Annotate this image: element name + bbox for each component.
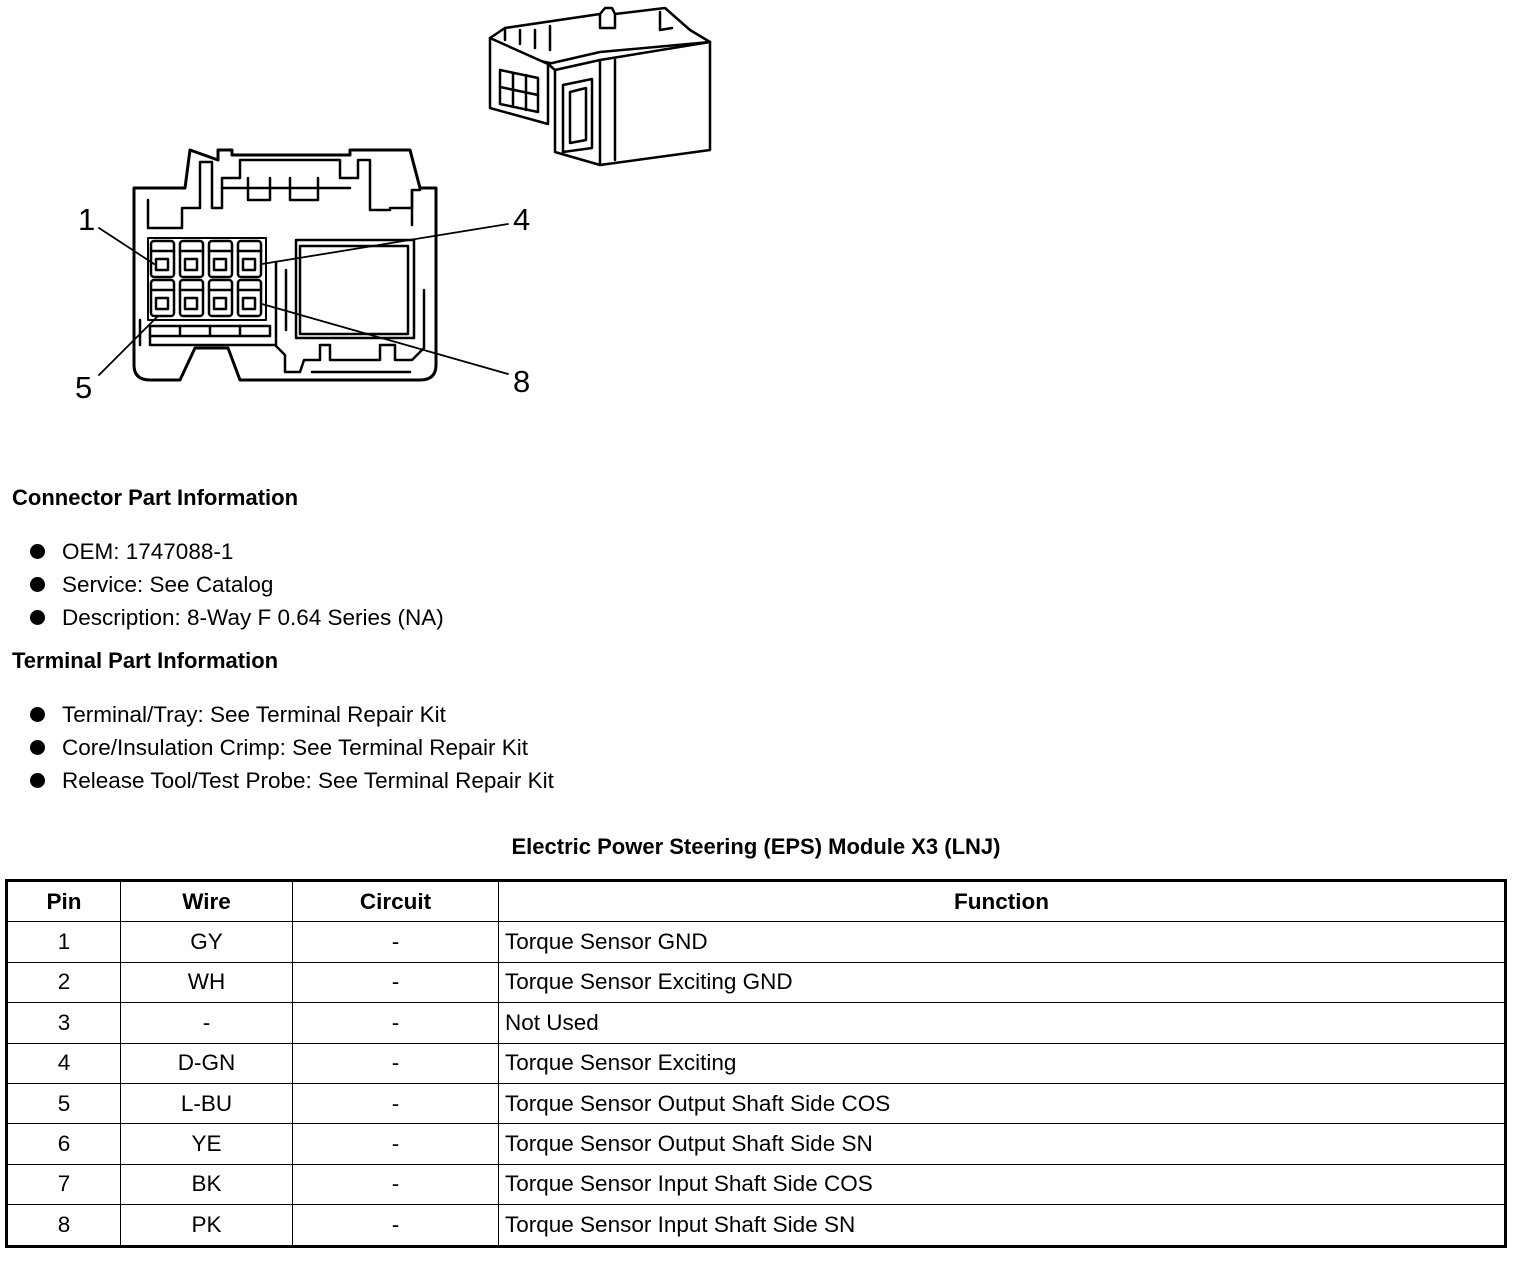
cell-function: Torque Sensor Input Shaft Side COS (499, 1164, 1506, 1204)
connector-front-view (134, 150, 436, 380)
connector-isometric-view (490, 8, 710, 165)
list-item: Service: See Catalog (30, 568, 444, 601)
cell-circuit: - (293, 1124, 499, 1164)
connector-info-list (30, 535, 444, 634)
list-item: Release Tool/Test Probe: See Terminal Repair Kit (30, 764, 554, 797)
pin-label-4: 4 (513, 202, 531, 237)
table-row (7, 1164, 1506, 1204)
table-row (7, 962, 1506, 1002)
table-header-row (7, 881, 1506, 922)
cell-wire: BK (121, 1164, 293, 1204)
cell-pin: 6 (7, 1124, 121, 1164)
table-row (7, 1003, 1506, 1043)
list-item: OEM: 1747088-1 (30, 535, 444, 568)
connector-info-heading: Connector Part Information (12, 485, 299, 510)
cell-pin: 8 (7, 1205, 121, 1246)
cell-function: Torque Sensor Exciting GND (499, 962, 1506, 1002)
pin-label-1: 1 (78, 202, 96, 237)
cell-function: Torque Sensor Input Shaft Side SN (499, 1205, 1506, 1246)
cell-wire: D-GN (121, 1043, 293, 1083)
cell-function: Torque Sensor Output Shaft Side SN (499, 1124, 1506, 1164)
cell-pin: 4 (7, 1043, 121, 1083)
cell-wire: - (121, 1003, 293, 1043)
connector-diagram (0, 0, 760, 420)
cell-wire: GY (121, 922, 293, 962)
cell-pin: 5 (7, 1083, 121, 1123)
cell-pin: 1 (7, 922, 121, 962)
cell-pin: 7 (7, 1164, 121, 1204)
cell-wire: YE (121, 1124, 293, 1164)
header-function: Function (499, 881, 1506, 922)
cell-pin: 3 (7, 1003, 121, 1043)
terminal-info-heading: Terminal Part Information (12, 648, 279, 673)
cell-wire: PK (121, 1205, 293, 1246)
header-wire: Wire (121, 881, 293, 922)
cell-circuit: - (293, 1043, 499, 1083)
cell-wire: L-BU (121, 1083, 293, 1123)
table-row (7, 1205, 1506, 1246)
list-item: Description: 8-Way F 0.64 Series (NA) (30, 601, 444, 634)
header-pin: Pin (7, 881, 121, 922)
pin-table (5, 879, 1507, 1248)
cell-circuit: - (293, 922, 499, 962)
table-title: Electric Power Steering (EPS) Module X3 (LNJ) (511, 834, 1001, 859)
cell-circuit: - (293, 1083, 499, 1123)
cell-function: Not Used (499, 1003, 1506, 1043)
list-item: Core/Insulation Crimp: See Terminal Repair Kit (30, 731, 554, 764)
table-row (7, 1083, 1506, 1123)
terminal-info-list (30, 698, 554, 797)
cell-function: Torque Sensor Exciting (499, 1043, 1506, 1083)
cell-wire: WH (121, 962, 293, 1002)
table-row (7, 1043, 1506, 1083)
list-item: Terminal/Tray: See Terminal Repair Kit (30, 698, 554, 731)
cell-function: Torque Sensor GND (499, 922, 1506, 962)
table-row (7, 1124, 1506, 1164)
cell-circuit: - (293, 962, 499, 1002)
cell-pin: 2 (7, 962, 121, 1002)
cell-circuit: - (293, 1205, 499, 1246)
table-row (7, 922, 1506, 962)
cell-circuit: - (293, 1003, 499, 1043)
pin-label-8: 8 (513, 364, 531, 399)
pin-label-5: 5 (75, 370, 93, 405)
cell-circuit: - (293, 1164, 499, 1204)
cell-function: Torque Sensor Output Shaft Side COS (499, 1083, 1506, 1123)
header-circuit: Circuit (293, 881, 499, 922)
